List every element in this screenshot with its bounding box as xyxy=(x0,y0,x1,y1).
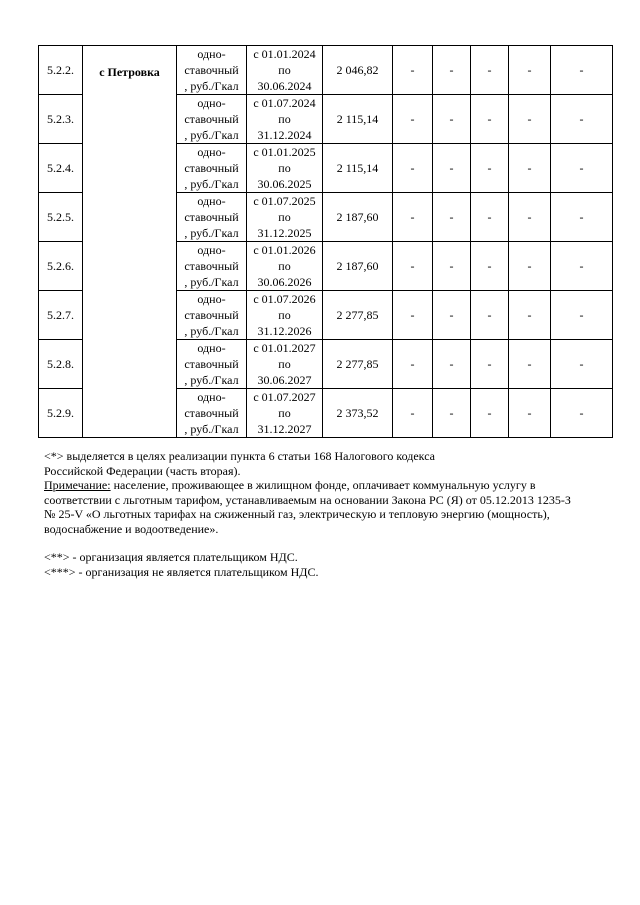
footnote-vat-line2: Российской Федерации (часть вторая). xyxy=(44,463,241,478)
dash-cell: - xyxy=(471,144,509,193)
dash-cell: - xyxy=(551,193,613,242)
dash-cell: - xyxy=(471,340,509,389)
tariff-value: 2 115,14 xyxy=(323,95,393,144)
dash-cell: - xyxy=(471,95,509,144)
dash-cell: - xyxy=(551,291,613,340)
dash-cell: - xyxy=(393,193,433,242)
dash-cell: - xyxy=(509,291,551,340)
tariff-unit: одно- ставочный , руб./Гкал xyxy=(177,95,247,144)
remark-line3: № 25-V «О льготных тарифах на сжиженный газ, электрическую и тепловую энергию (мощность), xyxy=(44,507,550,521)
dash-cell: - xyxy=(509,46,551,95)
table-row xyxy=(39,46,613,95)
dash-cell: - xyxy=(551,340,613,389)
tariff-value: 2 373,52 xyxy=(323,389,393,438)
tariff-value: 2 046,82 xyxy=(323,46,393,95)
tariff-period: с 01.07.2026 по 31.12.2026 xyxy=(247,291,323,340)
row-code: 5.2.9. xyxy=(39,389,83,438)
dash-cell: - xyxy=(551,389,613,438)
tariff-unit: одно- ставочный , руб./Гкал xyxy=(177,144,247,193)
dash-cell: - xyxy=(433,291,471,340)
row-code: 5.2.6. xyxy=(39,242,83,291)
footnote-vat-line1: <*> выделяется в целях реализации пункта 6 статьи 168 Налогового кодекса xyxy=(44,449,435,463)
remark-line4: водоснабжение и водоотведение». xyxy=(44,521,219,536)
row-code: 5.2.8. xyxy=(39,340,83,389)
dash-cell: - xyxy=(393,340,433,389)
dash-cell: - xyxy=(509,95,551,144)
dash-cell: - xyxy=(509,242,551,291)
tariff-period: с 01.01.2027 по 30.06.2027 xyxy=(247,340,323,389)
dash-cell: - xyxy=(433,242,471,291)
tariff-value: 2 187,60 xyxy=(323,242,393,291)
dash-cell: - xyxy=(393,389,433,438)
tariff-period: с 01.01.2025 по 30.06.2025 xyxy=(247,144,323,193)
row-code: 5.2.2. xyxy=(39,46,83,95)
dash-cell: - xyxy=(433,46,471,95)
tariff-value: 2 277,85 xyxy=(323,340,393,389)
dash-cell: - xyxy=(393,46,433,95)
tariff-table xyxy=(38,45,613,438)
dash-cell: - xyxy=(393,95,433,144)
dash-cell: - xyxy=(551,46,613,95)
tariff-unit: одно- ставочный , руб./Гкал xyxy=(177,389,247,438)
dash-cell: - xyxy=(393,144,433,193)
tariff-period: с 01.01.2024 по 30.06.2024 xyxy=(247,46,323,95)
tariff-table-body xyxy=(39,46,613,438)
tariff-value: 2 277,85 xyxy=(323,291,393,340)
tariff-value: 2 115,14 xyxy=(323,144,393,193)
tariff-period: с 01.07.2025 по 31.12.2025 xyxy=(247,193,323,242)
settlement-name: с Петровка xyxy=(83,46,177,438)
dash-cell: - xyxy=(471,46,509,95)
row-code: 5.2.4. xyxy=(39,144,83,193)
tariff-value: 2 187,60 xyxy=(323,193,393,242)
tariff-unit: одно- ставочный , руб./Гкал xyxy=(177,46,247,95)
tariff-unit: одно- ставочный , руб./Гкал xyxy=(177,291,247,340)
dash-cell: - xyxy=(509,144,551,193)
dash-cell: - xyxy=(433,193,471,242)
tariff-unit: одно- ставочный , руб./Гкал xyxy=(177,340,247,389)
dash-cell: - xyxy=(509,340,551,389)
footnote-vat-payer: <**> - организация является плательщиком НДС. xyxy=(44,550,298,564)
dash-cell: - xyxy=(393,291,433,340)
tariff-period: с 01.07.2027 по 31.12.2027 xyxy=(247,389,323,438)
row-code: 5.2.7. xyxy=(39,291,83,340)
dash-cell: - xyxy=(471,389,509,438)
dash-cell: - xyxy=(433,389,471,438)
footnotes xyxy=(44,449,604,579)
dash-cell: - xyxy=(471,242,509,291)
remark-text: население, проживающее в жилищном фонде, оплачивает коммунальную услугу в xyxy=(110,478,536,492)
dash-cell: - xyxy=(393,242,433,291)
row-code: 5.2.3. xyxy=(39,95,83,144)
dash-cell: - xyxy=(433,95,471,144)
dash-cell: - xyxy=(509,389,551,438)
remark-label: Примечание: xyxy=(44,478,111,492)
tariff-unit: одно- ставочный , руб./Гкал xyxy=(177,193,247,242)
tariff-period: с 01.01.2026 по 30.06.2026 xyxy=(247,242,323,291)
dash-cell: - xyxy=(551,242,613,291)
dash-cell: - xyxy=(551,95,613,144)
dash-cell: - xyxy=(471,291,509,340)
row-code: 5.2.5. xyxy=(39,193,83,242)
tariff-unit: одно- ставочный , руб./Гкал xyxy=(177,242,247,291)
dash-cell: - xyxy=(433,340,471,389)
dash-cell: - xyxy=(433,144,471,193)
footnote-vat-nonpayer: <***> - организация не является плательщиком НДС. xyxy=(44,564,319,579)
tariff-period: с 01.07.2024 по 31.12.2024 xyxy=(247,95,323,144)
remark-line1 xyxy=(44,478,604,493)
dash-cell: - xyxy=(509,193,551,242)
remark-line2: соответствии с льготным тарифом, устанавливаемым на основании Закона РС (Я) от 05.12.2013 1235-З xyxy=(44,492,571,507)
dash-cell: - xyxy=(551,144,613,193)
dash-cell: - xyxy=(471,193,509,242)
